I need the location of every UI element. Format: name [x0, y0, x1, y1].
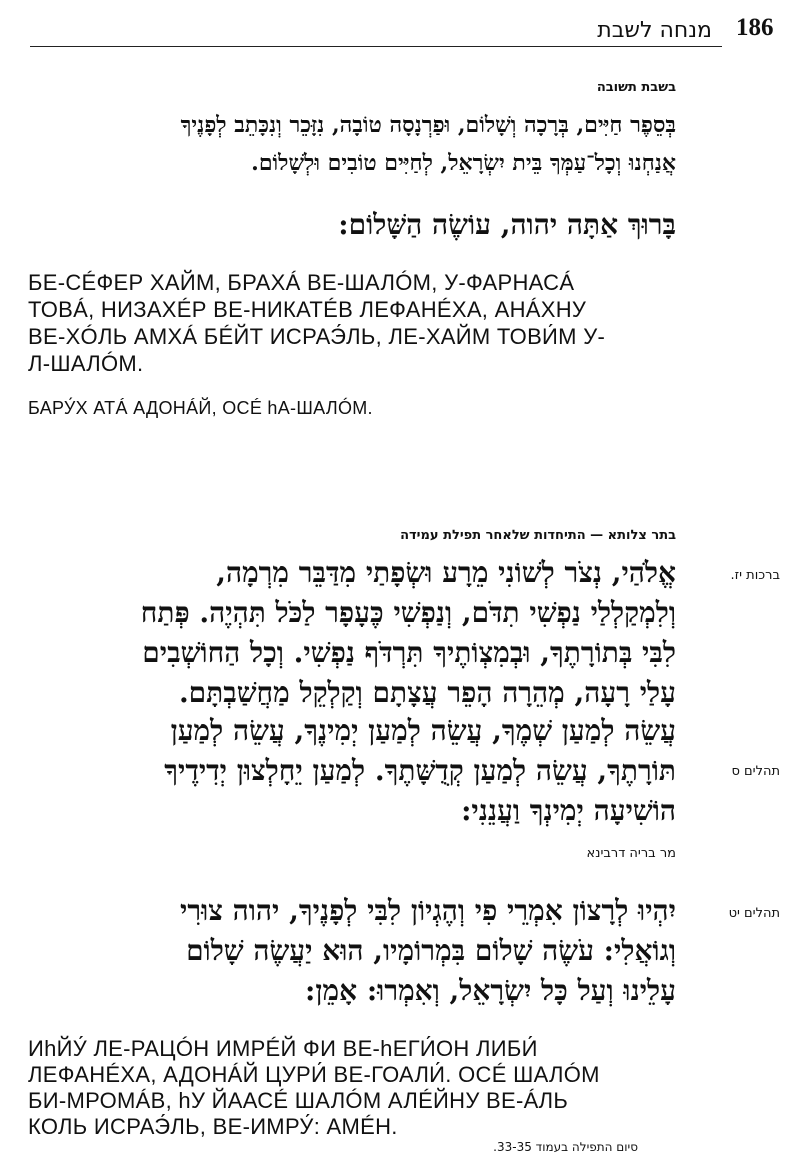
teshuva-ru-line-1: БЕ-СÉФЕР ХАЙМ, БРАХÁ ВЕ-ШАЛÓМ, У-ФАРНАСÁ — [28, 270, 575, 295]
side-note-tehillim-60: תהלים ס — [731, 764, 780, 779]
yihyu-hebrew-line-3: עָלֵינוּ וְעַל כָּל יִשְׂרָאֵל, וְאִמְרוּ: אָמֵן: — [305, 974, 676, 1007]
section-label-teshuva: בשבת תשובה — [596, 80, 676, 95]
yihyu-hebrew-line-2: וְגוֹאֲלִי: עֹשֶׂה שָׁלוֹם בִּמְרוֹמָיו, הוּא יַעֲשֶׂה שָׁלוֹם — [186, 934, 676, 967]
teshuva-ru-line-3: ВЕ-ХÓЛЬ АМХÁ БÉЙТ ИСРАЭ́ЛЬ, ЛЕ-ХАЙМ ТОВИ́М У- — [28, 324, 606, 349]
yihyu-ru-line-4: КОЛЬ ИСРАЭ́ЛЬ, ВЕ-ИМРУ́: АМÉН. — [28, 1114, 398, 1139]
elohai-hebrew-line-4: עָלַי רָעָה, מְהֵרָה הָפֵר עֲצָתָם וְקַלְקֵל מַחֲשַׁבְתָּם. — [178, 676, 676, 709]
elohai-hebrew-line-6: תּוֹרָתֶךָ, עֲשֵׂה לְמַעַן קְדֻשָּׁתֶךָ. לְמַעַן יֵחָלְצוּן יְדִידֶיךָ — [164, 754, 676, 787]
section-label-elohai: בתר צלותא — התיחדות שלאחר תפילת עמידה — [400, 528, 676, 543]
elohai-hebrew-line-2: וְלִמְקַלְלַי נַפְשִׁי תִדֹּם, וְנַפְשִׁי כֶּעָפָר לַכֹּל תִּהְיֶה. פְּתַח — [140, 596, 676, 629]
teshuva-ru-blessing: БАРУ́Х АТÁ АДОНÁЙ, ОСÉ hА-ШАЛÓМ. — [28, 398, 373, 418]
teshuva-hebrew-line-2: אֲנַחְנוּ וְכָל־עַמְּךָ בֵּית יִשְׂרָאֵל, לְחַיִּים טוֹבִים וּלְשָׁלוֹם. — [251, 150, 676, 176]
header-rule — [30, 46, 722, 47]
page-number: 186 — [736, 14, 774, 41]
teshuva-blessing: בָּרוּךְ אַתָּה יהוה, עוֹשֶׂה הַשָּׁלוֹם: — [338, 208, 676, 241]
closing-footnote: סיום התפילה בעמוד 33-35. — [493, 1140, 638, 1154]
running-title: מנחה לשבת — [597, 18, 712, 43]
yihyu-ru-line-3: БИ-МРОМÁВ, hУ ЙААСÉ ШАЛÓМ АЛÉЙНУ ВЕ-ÁЛЬ — [28, 1088, 569, 1113]
elohai-hebrew-line-1: אֱלֹהַי, נְצֹר לְשׁוֹנִי מֵרָע וּשְׂפָתַי מִדַּבֵּר מִרְמָה, — [216, 556, 676, 589]
teshuva-ru-line-2: ТОВÁ, НИЗАХÉР ВЕ-НИКАТÉВ ЛЕФАНÉХА, АНÁХНУ — [28, 297, 587, 322]
yihyu-ru-line-1: ИhЙУ́ ЛЕ-РАЦÓН ИМРÉЙ ФИ ВЕ-hЕГИ́ОН ЛИБИ́ — [28, 1036, 538, 1061]
side-note-brachot: ברכות יז. — [730, 568, 780, 583]
teshuva-hebrew-line-1: בְּסֵפֶר חַיִּים, בְּרָכָה וְשָׁלוֹם, וּפַרְנָסָה טוֹבָה, נִזָּכֵר וְנִכָּתֵב לְפָנֶיךָ — [180, 112, 676, 138]
elohai-hebrew-line-5: עֲשֵׂה לְמַעַן שְׁמֶךָ, עֲשֵׂה לְמַעַן יְמִינֶךָ, עֲשֵׂה לְמַעַן — [170, 714, 676, 747]
yihyu-hebrew-line-1: יִהְיוּ לְרָצוֹן אִמְרֵי פִי וְהֶגְיוֹן לִבִּי לְפָנֶיךָ, יהוה צוּרִי — [179, 894, 676, 927]
elohai-hebrew-line-7: הוֹשִׁיעָה יְמִינְךָ וַעֲנֵנִי: — [461, 794, 676, 827]
yihyu-ru-line-2: ЛЕФАНÉХА, АДОНÁЙ ЦУРИ́ ВЕ-ГОАЛИ́. ОСÉ ШАЛÓМ — [28, 1062, 600, 1087]
side-note-tehillim-19: תהלים יט — [728, 906, 780, 921]
elohai-hebrew-line-3: לִבִּי בְּתוֹרָתֶךָ, וּבְמִצְוֹתֶיךָ תִּרְדֹּף נַפְשִׁי. וְכָל הַחוֹשְׁבִים — [142, 636, 676, 669]
elohai-footer-label: מר בריה דרבינא — [586, 846, 676, 861]
teshuva-ru-line-4: Л-ШАЛÓМ. — [28, 351, 144, 376]
